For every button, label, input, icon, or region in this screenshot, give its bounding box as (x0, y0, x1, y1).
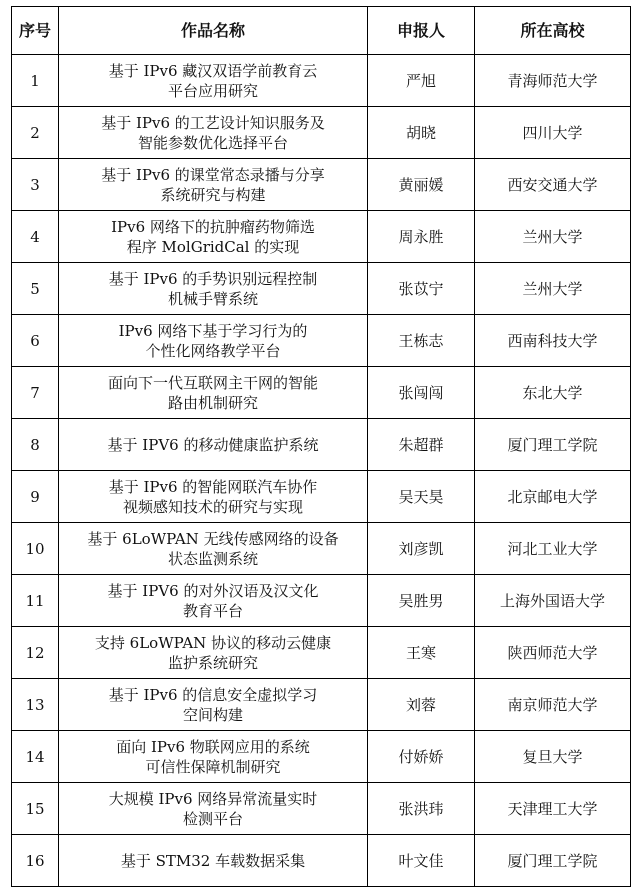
awards-table (11, 6, 631, 887)
cell-project-name: 支持 6LoWPAN 协议的移动云健康 监护系统研究 (59, 627, 368, 679)
cell-project-name: 基于 IPv6 藏汉双语学前教育云 平台应用研究 (59, 55, 368, 107)
cell-index: 2 (12, 107, 59, 159)
cell-applicant: 周永胜 (368, 211, 475, 263)
cell-university: 西南科技大学 (475, 315, 631, 367)
cell-index: 10 (12, 523, 59, 575)
cell-index: 12 (12, 627, 59, 679)
cell-university: 天津理工大学 (475, 783, 631, 835)
cell-project-name: 基于 IPv6 的信息安全虚拟学习 空间构建 (59, 679, 368, 731)
table-row (12, 263, 631, 315)
cell-project-name: 基于 IPV6 的对外汉语及汉文化 教育平台 (59, 575, 368, 627)
cell-project-name: 基于 IPv6 的手势识别远程控制 机械手臂系统 (59, 263, 368, 315)
cell-applicant: 张洪玮 (368, 783, 475, 835)
table-row (12, 159, 631, 211)
cell-index: 1 (12, 55, 59, 107)
header-index: 序号 (12, 7, 59, 55)
cell-index: 6 (12, 315, 59, 367)
cell-index: 9 (12, 471, 59, 523)
table-row (12, 211, 631, 263)
cell-university: 复旦大学 (475, 731, 631, 783)
cell-university: 陕西师范大学 (475, 627, 631, 679)
cell-applicant: 王栋志 (368, 315, 475, 367)
cell-university: 东北大学 (475, 367, 631, 419)
cell-applicant: 王寒 (368, 627, 475, 679)
cell-applicant: 刘彦凯 (368, 523, 475, 575)
table-row (12, 419, 631, 471)
table-body (12, 55, 631, 887)
table-row (12, 731, 631, 783)
cell-university: 兰州大学 (475, 263, 631, 315)
cell-project-name: IPv6 网络下的抗肿瘤药物筛选 程序 MolGridCal 的实现 (59, 211, 368, 263)
cell-project-name: 面向 IPv6 物联网应用的系统 可信性保障机制研究 (59, 731, 368, 783)
cell-applicant: 张苡宁 (368, 263, 475, 315)
cell-applicant: 付娇娇 (368, 731, 475, 783)
cell-applicant: 黄丽媛 (368, 159, 475, 211)
table-row (12, 575, 631, 627)
cell-project-name: 基于 STM32 车载数据采集 (59, 835, 368, 887)
cell-project-name: 基于 IPv6 的智能网联汽车协作 视频感知技术的研究与实现 (59, 471, 368, 523)
cell-project-name: 面向下一代互联网主干网的智能 路由机制研究 (59, 367, 368, 419)
awards-table-container (11, 6, 630, 887)
cell-applicant: 朱超群 (368, 419, 475, 471)
cell-university: 厦门理工学院 (475, 419, 631, 471)
cell-applicant: 吴胜男 (368, 575, 475, 627)
cell-applicant: 刘蓉 (368, 679, 475, 731)
cell-university: 西安交通大学 (475, 159, 631, 211)
cell-project-name: 基于 6LoWPAN 无线传感网络的设备 状态监测系统 (59, 523, 368, 575)
cell-index: 15 (12, 783, 59, 835)
table-row (12, 627, 631, 679)
cell-index: 13 (12, 679, 59, 731)
cell-project-name: 大规模 IPv6 网络异常流量实时 检测平台 (59, 783, 368, 835)
cell-index: 4 (12, 211, 59, 263)
cell-project-name: 基于 IPv6 的工艺设计知识服务及 智能参数优化选择平台 (59, 107, 368, 159)
cell-applicant: 吴天昊 (368, 471, 475, 523)
table-row (12, 471, 631, 523)
cell-applicant: 严旭 (368, 55, 475, 107)
cell-index: 11 (12, 575, 59, 627)
header-project-name: 作品名称 (59, 7, 368, 55)
cell-university: 兰州大学 (475, 211, 631, 263)
cell-index: 5 (12, 263, 59, 315)
table-row (12, 55, 631, 107)
cell-university: 厦门理工学院 (475, 835, 631, 887)
cell-applicant: 叶文佳 (368, 835, 475, 887)
cell-applicant: 胡晓 (368, 107, 475, 159)
cell-index: 7 (12, 367, 59, 419)
cell-university: 南京师范大学 (475, 679, 631, 731)
cell-project-name: IPv6 网络下基于学习行为的 个性化网络教学平台 (59, 315, 368, 367)
table-row (12, 783, 631, 835)
table-row (12, 679, 631, 731)
cell-university: 青海师范大学 (475, 55, 631, 107)
cell-university: 北京邮电大学 (475, 471, 631, 523)
cell-university: 上海外国语大学 (475, 575, 631, 627)
header-university: 所在高校 (475, 7, 631, 55)
cell-index: 8 (12, 419, 59, 471)
cell-index: 14 (12, 731, 59, 783)
cell-project-name: 基于 IPV6 的移动健康监护系统 (59, 419, 368, 471)
table-header-row (12, 7, 631, 55)
cell-index: 16 (12, 835, 59, 887)
cell-applicant: 张闯闯 (368, 367, 475, 419)
cell-index: 3 (12, 159, 59, 211)
table-row (12, 523, 631, 575)
cell-university: 河北工业大学 (475, 523, 631, 575)
table-row (12, 107, 631, 159)
cell-project-name: 基于 IPv6 的课堂常态录播与分享 系统研究与构建 (59, 159, 368, 211)
table-row (12, 367, 631, 419)
cell-university: 四川大学 (475, 107, 631, 159)
header-applicant: 申报人 (368, 7, 475, 55)
table-row (12, 315, 631, 367)
table-row (12, 835, 631, 887)
